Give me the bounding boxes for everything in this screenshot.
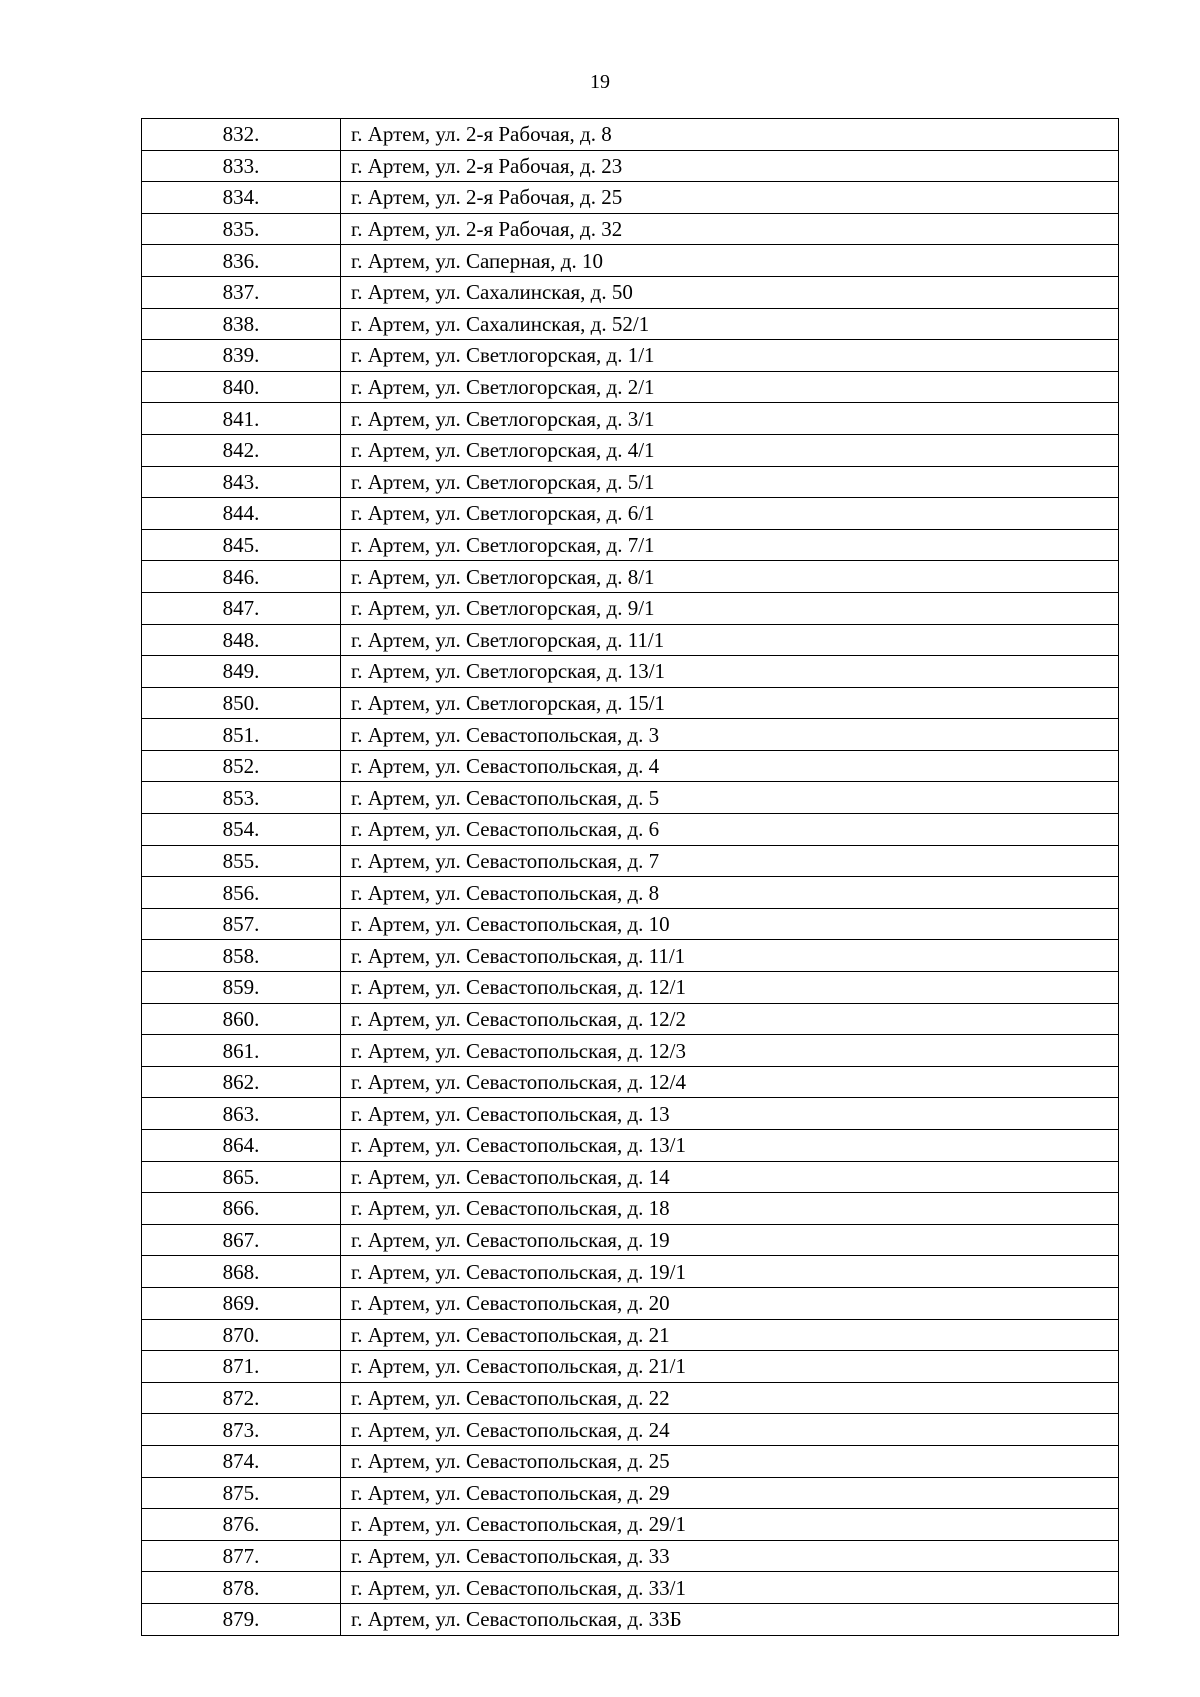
table-row [142, 908, 1119, 940]
table-row [142, 276, 1119, 308]
address-cell: г. Артем, ул. Светлогорская, д. 2/1 [341, 371, 1119, 403]
row-number-cell: 838. [142, 308, 341, 340]
row-number-cell: 867. [142, 1224, 341, 1256]
address-cell: г. Артем, ул. Севастопольская, д. 20 [341, 1287, 1119, 1319]
address-cell: г. Артем, ул. Севастопольская, д. 6 [341, 814, 1119, 846]
address-cell: г. Артем, ул. Сахалинская, д. 50 [341, 276, 1119, 308]
row-number-cell: 842. [142, 434, 341, 466]
table-row [142, 1603, 1119, 1635]
address-cell: г. Артем, ул. 2-я Рабочая, д. 25 [341, 182, 1119, 214]
table-row [142, 308, 1119, 340]
address-cell: г. Артем, ул. Светлогорская, д. 15/1 [341, 687, 1119, 719]
address-cell: г. Артем, ул. Севастопольская, д. 33 [341, 1540, 1119, 1572]
address-cell: г. Артем, ул. Светлогорская, д. 6/1 [341, 498, 1119, 530]
address-table [141, 118, 1119, 1636]
row-number-cell: 875. [142, 1477, 341, 1509]
address-cell: г. Артем, ул. Светлогорская, д. 5/1 [341, 466, 1119, 498]
row-number-cell: 879. [142, 1603, 341, 1635]
row-number-cell: 841. [142, 403, 341, 435]
address-cell: г. Артем, ул. Севастопольская, д. 25 [341, 1445, 1119, 1477]
row-number-cell: 846. [142, 561, 341, 593]
row-number-cell: 847. [142, 592, 341, 624]
table-row [142, 719, 1119, 751]
row-number-cell: 871. [142, 1351, 341, 1383]
table-row [142, 750, 1119, 782]
address-cell: г. Артем, ул. Севастопольская, д. 12/2 [341, 1003, 1119, 1035]
address-cell: г. Артем, ул. Севастопольская, д. 19 [341, 1224, 1119, 1256]
address-cell: г. Артем, ул. 2-я Рабочая, д. 23 [341, 150, 1119, 182]
table-row [142, 340, 1119, 372]
address-cell: г. Артем, ул. Светлогорская, д. 13/1 [341, 656, 1119, 688]
row-number-cell: 843. [142, 466, 341, 498]
table-row [142, 814, 1119, 846]
row-number-cell: 853. [142, 782, 341, 814]
row-number-cell: 859. [142, 972, 341, 1004]
row-number-cell: 876. [142, 1509, 341, 1541]
row-number-cell: 864. [142, 1130, 341, 1162]
row-number-cell: 836. [142, 245, 341, 277]
address-cell: г. Артем, ул. Севастопольская, д. 33/1 [341, 1572, 1119, 1604]
table-row [142, 656, 1119, 688]
address-cell: г. Артем, ул. Сахалинская, д. 52/1 [341, 308, 1119, 340]
table-row [142, 624, 1119, 656]
table-row [142, 245, 1119, 277]
row-number-cell: 863. [142, 1098, 341, 1130]
row-number-cell: 858. [142, 940, 341, 972]
row-number-cell: 845. [142, 529, 341, 561]
address-cell: г. Артем, ул. Севастопольская, д. 22 [341, 1382, 1119, 1414]
address-cell: г. Артем, ул. Севастопольская, д. 14 [341, 1161, 1119, 1193]
row-number-cell: 840. [142, 371, 341, 403]
table-row [142, 1130, 1119, 1162]
row-number-cell: 868. [142, 1256, 341, 1288]
row-number-cell: 835. [142, 213, 341, 245]
table-row [142, 782, 1119, 814]
table-row [142, 1161, 1119, 1193]
address-cell: г. Артем, ул. Севастопольская, д. 12/3 [341, 1035, 1119, 1067]
table-row [142, 182, 1119, 214]
row-number-cell: 834. [142, 182, 341, 214]
table-row [142, 498, 1119, 530]
address-cell: г. Артем, ул. Светлогорская, д. 7/1 [341, 529, 1119, 561]
table-row [142, 1509, 1119, 1541]
row-number-cell: 854. [142, 814, 341, 846]
address-cell: г. Артем, ул. Севастопольская, д. 21 [341, 1319, 1119, 1351]
table-row [142, 1445, 1119, 1477]
table-row [142, 1193, 1119, 1225]
row-number-cell: 852. [142, 750, 341, 782]
address-cell: г. Артем, ул. Светлогорская, д. 8/1 [341, 561, 1119, 593]
table-row [142, 1414, 1119, 1446]
row-number-cell: 874. [142, 1445, 341, 1477]
address-cell: г. Артем, ул. Севастопольская, д. 8 [341, 877, 1119, 909]
address-cell: г. Артем, ул. Севастопольская, д. 18 [341, 1193, 1119, 1225]
table-row [142, 561, 1119, 593]
row-number-cell: 855. [142, 845, 341, 877]
table-row [142, 1319, 1119, 1351]
row-number-cell: 870. [142, 1319, 341, 1351]
table-row [142, 1351, 1119, 1383]
address-cell: г. Артем, ул. Севастопольская, д. 7 [341, 845, 1119, 877]
address-cell: г. Артем, ул. 2-я Рабочая, д. 32 [341, 213, 1119, 245]
row-number-cell: 848. [142, 624, 341, 656]
table-row [142, 1224, 1119, 1256]
row-number-cell: 837. [142, 276, 341, 308]
row-number-cell: 878. [142, 1572, 341, 1604]
address-cell: г. Артем, ул. Севастопольская, д. 5 [341, 782, 1119, 814]
address-cell: г. Артем, ул. Светлогорская, д. 1/1 [341, 340, 1119, 372]
address-cell: г. Артем, ул. Светлогорская, д. 3/1 [341, 403, 1119, 435]
address-cell: г. Артем, ул. Светлогорская, д. 11/1 [341, 624, 1119, 656]
row-number-cell: 850. [142, 687, 341, 719]
table-row [142, 877, 1119, 909]
row-number-cell: 860. [142, 1003, 341, 1035]
address-cell: г. Артем, ул. Севастопольская, д. 24 [341, 1414, 1119, 1446]
row-number-cell: 873. [142, 1414, 341, 1446]
row-number-cell: 857. [142, 908, 341, 940]
table-row [142, 529, 1119, 561]
address-cell: г. Артем, ул. Севастопольская, д. 4 [341, 750, 1119, 782]
address-cell: г. Артем, ул. Севастопольская, д. 10 [341, 908, 1119, 940]
table-row [142, 687, 1119, 719]
row-number-cell: 861. [142, 1035, 341, 1067]
table-row [142, 119, 1119, 151]
row-number-cell: 839. [142, 340, 341, 372]
table-row [142, 940, 1119, 972]
table-row [142, 1540, 1119, 1572]
address-cell: г. Артем, ул. Севастопольская, д. 33Б [341, 1603, 1119, 1635]
row-number-cell: 869. [142, 1287, 341, 1319]
table-row [142, 434, 1119, 466]
table-row [142, 213, 1119, 245]
table-row [142, 972, 1119, 1004]
address-cell: г. Артем, ул. Севастопольская, д. 21/1 [341, 1351, 1119, 1383]
table-row [142, 1572, 1119, 1604]
address-cell: г. Артем, ул. Саперная, д. 10 [341, 245, 1119, 277]
row-number-cell: 844. [142, 498, 341, 530]
table-row [142, 150, 1119, 182]
table-row [142, 1035, 1119, 1067]
address-cell: г. Артем, ул. Севастопольская, д. 12/4 [341, 1066, 1119, 1098]
address-cell: г. Артем, ул. Светлогорская, д. 9/1 [341, 592, 1119, 624]
address-cell: г. Артем, ул. Севастопольская, д. 13 [341, 1098, 1119, 1130]
address-cell: г. Артем, ул. Севастопольская, д. 11/1 [341, 940, 1119, 972]
row-number-cell: 833. [142, 150, 341, 182]
table-row [142, 1003, 1119, 1035]
table-row [142, 371, 1119, 403]
address-cell: г. Артем, ул. Севастопольская, д. 12/1 [341, 972, 1119, 1004]
row-number-cell: 877. [142, 1540, 341, 1572]
address-cell: г. Артем, ул. Севастопольская, д. 19/1 [341, 1256, 1119, 1288]
address-cell: г. Артем, ул. Севастопольская, д. 29/1 [341, 1509, 1119, 1541]
table-row [142, 1066, 1119, 1098]
address-table-body [142, 119, 1119, 1636]
address-cell: г. Артем, ул. Севастопольская, д. 29 [341, 1477, 1119, 1509]
address-cell: г. Артем, ул. 2-я Рабочая, д. 8 [341, 119, 1119, 151]
table-row [142, 1287, 1119, 1319]
row-number-cell: 851. [142, 719, 341, 751]
address-cell: г. Артем, ул. Светлогорская, д. 4/1 [341, 434, 1119, 466]
table-row [142, 1477, 1119, 1509]
table-row [142, 1256, 1119, 1288]
table-row [142, 1382, 1119, 1414]
row-number-cell: 832. [142, 119, 341, 151]
table-row [142, 403, 1119, 435]
address-cell: г. Артем, ул. Севастопольская, д. 3 [341, 719, 1119, 751]
row-number-cell: 872. [142, 1382, 341, 1414]
row-number-cell: 865. [142, 1161, 341, 1193]
address-cell: г. Артем, ул. Севастопольская, д. 13/1 [341, 1130, 1119, 1162]
row-number-cell: 862. [142, 1066, 341, 1098]
table-row [142, 1098, 1119, 1130]
table-row [142, 592, 1119, 624]
table-row [142, 845, 1119, 877]
page-number: 19 [590, 71, 610, 93]
table-row [142, 466, 1119, 498]
row-number-cell: 856. [142, 877, 341, 909]
row-number-cell: 866. [142, 1193, 341, 1225]
row-number-cell: 849. [142, 656, 341, 688]
